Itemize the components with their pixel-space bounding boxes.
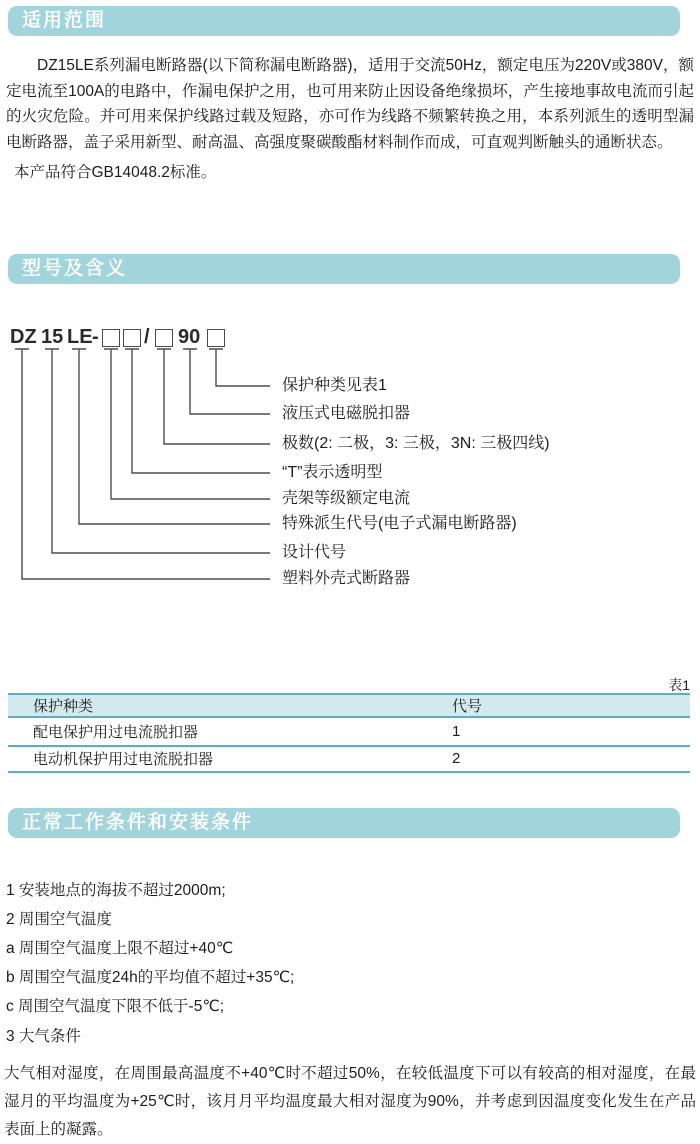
standard-paragraph: 本产品符合GB14048.2标准。 [14,164,217,181]
condition-item: 1 安装地点的海拔不超过2000m; [6,881,226,899]
table-row [8,717,690,746]
table1-cell: 配电保护用过电流脱扣器 [8,717,452,746]
model-code-box-2 [123,329,141,347]
model-code-part-frame: 90 [178,325,201,348]
model-code-box-3 [155,329,173,347]
model-code-box-4 [207,329,225,347]
table1-header-code: 代号 [452,694,690,717]
model-code-dash: - [92,325,99,348]
condition-item: 2 周围空气温度 [6,910,112,928]
table-row [8,746,690,772]
condition-item: 3 大气条件 [6,1027,81,1045]
diagram-label-molded-case: 塑料外壳式断路器 [282,569,411,587]
table1-cell: 2 [452,746,690,772]
section-title-conditions: 正常工作条件和安装条件 [8,808,680,838]
table1-cell: 1 [452,717,690,746]
table1-header-row [8,694,690,717]
model-code-part-series: DZ [10,325,37,348]
model-code-box-1 [102,329,120,347]
table1 [8,693,690,773]
model-code-part-design: 15 [41,325,64,348]
scope-paragraph: DZ15LE系列漏电断路器(以下简称漏电断路器)，适用于交流50Hz，额定电压为220V或380V，额定电流至100A的电路中，作漏电保护之用，也可用来防止因设备绝缘损坏，产生接地事故电流而引起的火灾危险。并可用来保护线路过载及短路，亦可作为线路不频繁转换之用，本系列派生的透明型漏电断路器，盖子采用新型、耐高温、高强度聚碳酸酯材料制作而成，可直观判断触头的通断状态。 [6,57,694,151]
diagram-label-protection-type: 保护种类见表1 [282,376,387,394]
diagram-label-design-code: 设计代号 [282,543,347,561]
model-code-part-special: LE [67,325,93,348]
diagram-label-frame-current: 壳架等级额定电流 [282,489,411,507]
diagram-label-derived-code: 特殊派生代号(电子式漏电断路器) [282,514,517,532]
section-title-model: 型号及含义 [8,254,680,284]
condition-item: c 周围空气温度下限不低于-5℃; [6,998,225,1016]
diagram-label-transparent: “T”表示透明型 [282,463,383,481]
section-title-scope: 适用范围 [8,6,680,36]
conditions-list [6,876,694,1051]
table1-header-protection: 保护种类 [8,694,452,717]
table1-cell: 电动机保护用过电流脱扣器 [8,746,452,772]
condition-item: b 周围空气温度24h的平均值不超过+35℃; [6,969,295,987]
table1-caption: 表1 [668,676,690,693]
model-code-diagram [0,326,700,606]
model-code-slash: / [144,325,150,348]
condition-item: a 周围空气温度上限不超过+40℃ [6,939,234,957]
diagram-label-hydraulic-trip: 液压式电磁脱扣器 [282,404,411,422]
humidity-paragraph: 大气相对湿度，在周围最高温度不+40℃时不超过50%，在较低温度下可以有较高的相对湿度，在最湿月的平均温度为+25℃时，该月月平均温度最大相对湿度为90%，并考虑到因温度变化发生在产品表面上的凝露。 [4,1064,696,1138]
diagram-label-poles: 极数(2: 二极，3: 三极，3N: 三极四线) [282,434,550,452]
